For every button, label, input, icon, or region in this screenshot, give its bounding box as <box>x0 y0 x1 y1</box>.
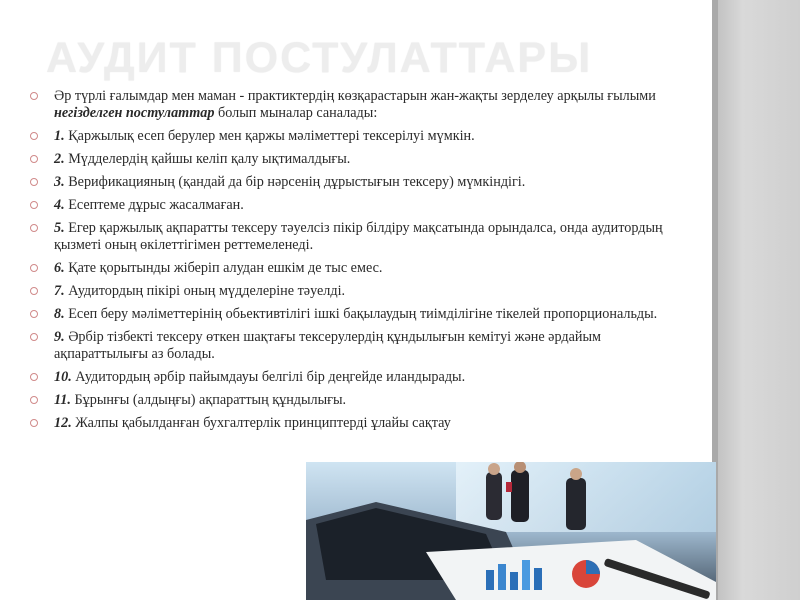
list-item <box>30 329 690 363</box>
bullet-icon <box>30 373 38 381</box>
slide-title: АУДИТ ПОСТУЛАТТАРЫ <box>46 34 593 82</box>
item-text: Қате қорытынды жіберіп алудан ешкім де тыс емес. <box>64 260 383 276</box>
item-number: 7. <box>54 283 65 299</box>
item-number: 4. <box>54 197 65 213</box>
slide-content <box>30 88 690 438</box>
item-number: 6. <box>54 260 65 276</box>
item-number: 11. <box>54 392 71 408</box>
item-text: Есептеме дұрыс жасалмаған. <box>64 197 244 213</box>
item-number: 3. <box>54 174 65 190</box>
bullet-icon <box>30 178 38 186</box>
bullet-icon <box>30 419 38 427</box>
bullet-icon <box>30 155 38 163</box>
list-item <box>30 260 690 277</box>
item-text: Жалпы қабылданған бухгалтерлік принциптерді ұлайы сақтау <box>71 415 451 431</box>
bullet-icon <box>30 224 38 232</box>
intro-emphasis: негізделген постулаттар <box>54 105 215 121</box>
list-item <box>30 197 690 214</box>
list-item <box>30 369 690 386</box>
item-number: 12. <box>54 415 72 431</box>
item-number: 8. <box>54 306 65 322</box>
intro-text-after: болып мыналар саналады: <box>214 105 378 121</box>
bullet-icon <box>30 287 38 295</box>
list-item <box>30 128 690 145</box>
item-text: Бұрынғы (алдыңғы) ақпараттың құндылығы. <box>70 392 347 408</box>
list-item <box>30 283 690 300</box>
list-item <box>30 415 690 432</box>
item-number: 2. <box>54 151 65 167</box>
item-text: Мүдделердің қайшы келіп қалу ықтималдығы. <box>64 151 351 167</box>
item-text: Есеп беру мәліметтерінің обьективтілігі ішкі бақылаудың тиімділігіне тікелей пропорциональды. <box>64 306 658 322</box>
office-meeting-photo <box>306 462 716 600</box>
item-text: Әрбір тізбекті тексеру өткен шақтағы тексерулердің құндылығын кемітуі және әрдайым ақпараттылығы аз болады. <box>54 329 602 362</box>
item-number: 5. <box>54 220 65 236</box>
bullet-icon <box>30 396 38 404</box>
item-number: 9. <box>54 329 65 345</box>
item-text: Верификацияның (қандай да бір нәрсенің дұрыстығын тексеру) мүмкіндігі. <box>64 174 526 190</box>
item-text: Аудитордың әрбір пайымдауы белгілі бір деңгейде иландырады. <box>71 369 466 385</box>
item-text: Аудитордың пікірі оның мүдделеріне тәуелді. <box>64 283 346 299</box>
bullet-icon <box>30 310 38 318</box>
bullet-icon <box>30 264 38 272</box>
item-text: Қаржылық есеп берулер мен қаржы мәліметтері тексерілуі мүмкін. <box>64 128 475 144</box>
intro-text-before: Әр түрлі ғалымдар мен маман - практиктердің көзқарастарын жан-жақты зерделеу арқылы ғылыми <box>54 88 656 104</box>
bullet-icon <box>30 201 38 209</box>
item-text: Егер қаржылық ақпаратты тексеру тәуелсіз пікір білдіру мақсатында орындалса, онда аудитордың қызметі оның өкілеттігімен реттемеленеді. <box>54 220 663 253</box>
side-band <box>712 0 800 600</box>
item-number: 1. <box>54 128 65 144</box>
list-item <box>30 220 690 254</box>
item-number: 10. <box>54 369 72 385</box>
bullet-icon <box>30 333 38 341</box>
list-item <box>30 392 690 409</box>
intro-paragraph <box>30 88 690 122</box>
bullet-icon <box>30 92 38 100</box>
list-item <box>30 306 690 323</box>
photo-illustration <box>306 462 716 600</box>
bullet-icon <box>30 132 38 140</box>
list-item <box>30 174 690 191</box>
list-item <box>30 151 690 168</box>
